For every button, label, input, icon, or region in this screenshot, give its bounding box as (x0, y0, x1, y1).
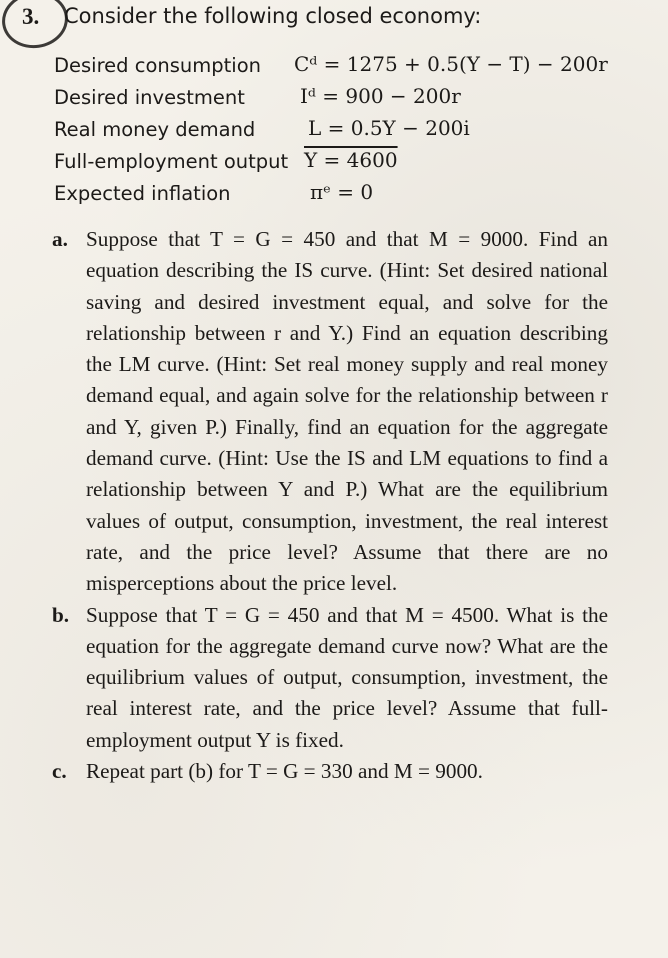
part-label: b. (52, 602, 70, 627)
part-text: Suppose that T = G = 450 and that M = 4500. What is the equation for the aggregate demand curve now? What are the equilibrium values of output, consumption, investment, the real interest rate, and the price level? Assume that full-employment output Y is fixed. (86, 602, 608, 752)
part-text: Repeat part (b) for T = G = 330 and M = 9000. (86, 759, 483, 784)
given-row-money-demand (54, 114, 654, 146)
given-row-consumption (54, 50, 654, 82)
part-a (52, 224, 608, 600)
given-equation: Y = 4600 (304, 148, 398, 172)
given-label: Desired investment (54, 86, 245, 109)
question-intro: Consider the following closed economy: (64, 4, 482, 28)
given-equation: L = 0.5Y − 200i (308, 116, 470, 140)
question-number: 3. (22, 4, 40, 29)
part-text: Suppose that T = G = 450 and that M = 9000. Find an equation describing the IS curve. (Hint: Set desired national saving and desired investment equal, and solve for the relationship between r and Y.) Find an equation describing the LM curve. (Hint: Set real money supply and real money demand equal, and again solve for the relationship between r and Y, given P.) Finally, find an equation for the aggregate demand curve. (Hint: Use the IS and LM equations to find a relationship between Y and P.) What are the equilibrium values of output, consumption, investment, the real interest rate, and the price level? Assume that there are no misperceptions about the price level. (86, 227, 608, 596)
given-equation: Iᵈ = 900 − 200r (300, 84, 461, 108)
given-equation: Cᵈ = 1275 + 0.5(Y − T) − 200r (294, 52, 608, 76)
given-label: Expected inflation (54, 182, 231, 205)
given-label: Desired consumption (54, 54, 262, 77)
part-c (52, 756, 608, 787)
given-row-inflation (54, 178, 654, 210)
given-row-investment (54, 82, 654, 114)
question-parts (52, 224, 608, 787)
given-label: Full-employment output (54, 150, 289, 173)
given-equation: πᵉ = 0 (310, 180, 374, 204)
part-label: c. (52, 759, 67, 784)
part-b (52, 600, 608, 756)
part-label: a. (52, 227, 68, 251)
given-label: Real money demand (54, 118, 256, 141)
given-row-output (54, 146, 654, 178)
given-equations (54, 50, 654, 210)
